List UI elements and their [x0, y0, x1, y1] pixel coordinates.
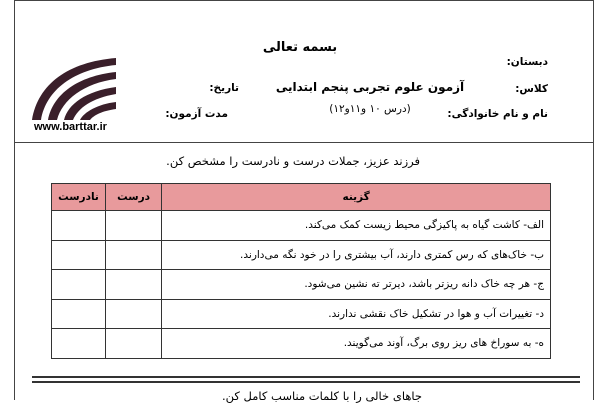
table-row [52, 240, 551, 270]
true-answer-cell[interactable] [105, 299, 161, 329]
section-divider [32, 376, 580, 378]
class-label: کلاس: [515, 83, 548, 95]
statement-cell: الف- کاشت گیاه به پاکیزگی محیط زیست کمک می‌کند. [162, 211, 551, 241]
false-answer-cell[interactable] [52, 329, 106, 359]
statement-cell: ب- خاک‌های که رس کمتری دارند، آب بیشتری را در خود نگه می‌دارند. [162, 240, 551, 270]
duration-label: مدت آزمون: [165, 108, 228, 120]
true-answer-cell[interactable] [105, 329, 161, 359]
false-answer-cell[interactable] [52, 299, 106, 329]
table-row [52, 211, 551, 241]
header-true: درست [105, 184, 161, 211]
false-answer-cell[interactable] [52, 240, 106, 270]
header-statement: گزینه [162, 184, 551, 211]
logo-icon [28, 54, 120, 126]
date-label: تاریخ: [209, 82, 239, 94]
true-false-table [51, 183, 551, 359]
page-title: بسمه تعالی [262, 40, 338, 55]
true-answer-cell[interactable] [105, 240, 161, 270]
false-answer-cell[interactable] [52, 270, 106, 300]
school-label: دبستان: [506, 56, 548, 68]
header-false: نادرست [52, 184, 106, 211]
true-answer-cell[interactable] [105, 211, 161, 241]
student-name-label: نام و نام خانوادگی: [447, 108, 548, 120]
next-section-instruction: جاهای خالی را با کلمات مناسب کامل کن. [222, 389, 422, 403]
statement-cell: د- تغییرات آب و هوا در تشکیل خاک نقشی ندارند. [162, 299, 551, 329]
statement-cell: ه- به سوراخ های ریز روی برگ، آوند می‌گویند. [162, 329, 551, 359]
table-row [52, 299, 551, 329]
exam-subtitle: (درس ۱۰ و۱۱و۱۲) [329, 103, 411, 115]
section-divider [32, 381, 580, 383]
table-row [52, 270, 551, 300]
site-url: www.barttar.ir [34, 121, 107, 133]
exam-title: آزمون علوم تجربی پنجم ابتدایی [275, 80, 465, 94]
false-answer-cell[interactable] [52, 211, 106, 241]
instruction-text: فرزند عزیز، جملات درست و نادرست را مشخص کن. [166, 154, 420, 168]
statement-cell: ج- هر چه خاک دانه ریزتر باشد، دیرتر ته نشین می‌شود. [162, 270, 551, 300]
true-answer-cell[interactable] [105, 270, 161, 300]
table-header-row [52, 184, 551, 211]
table-row [52, 329, 551, 359]
